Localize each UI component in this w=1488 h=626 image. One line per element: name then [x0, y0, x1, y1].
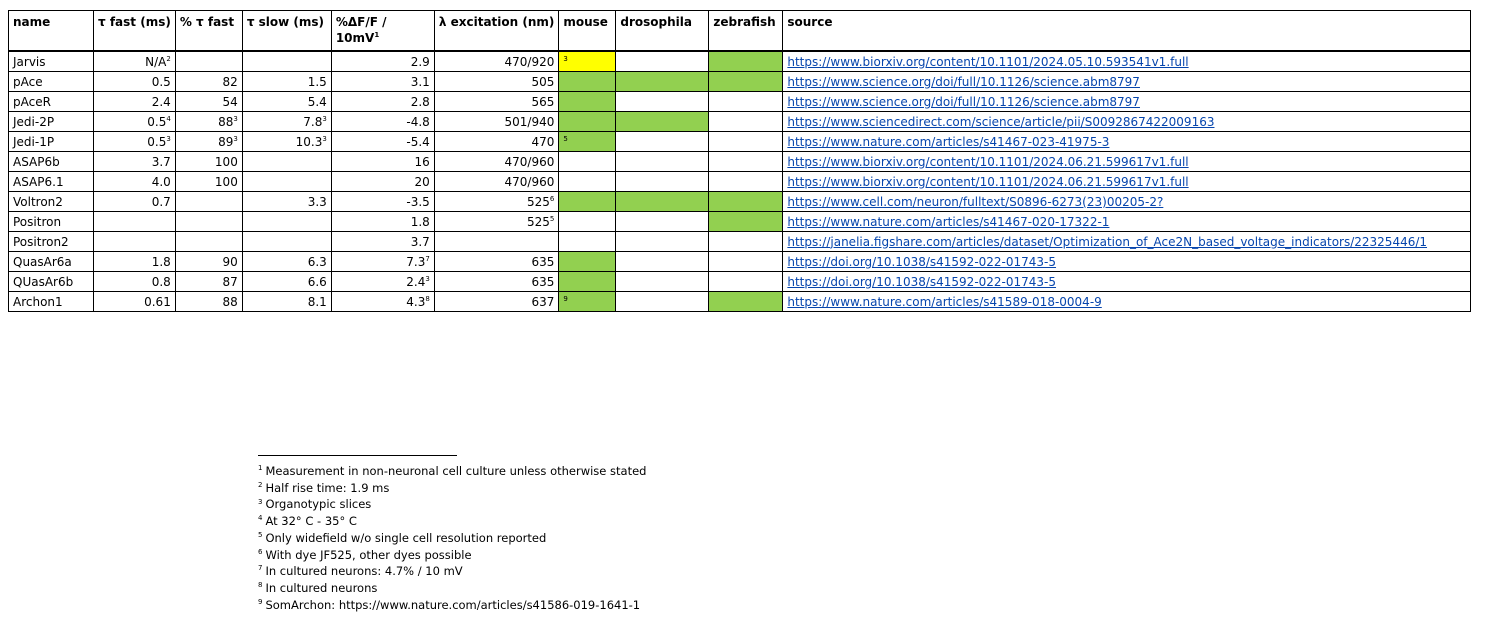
cell-source [783, 132, 1471, 152]
cell-name [9, 272, 94, 292]
cell-pct-tau-fast [175, 51, 242, 72]
cell-mouse [559, 132, 616, 152]
cell-tau-fast-value: 0.8 [151, 274, 171, 289]
source-link[interactable]: https://www.biorxiv.org/content/10.1101/2024.06.21.599617v1.full [787, 154, 1189, 169]
cell-tau-fast-footnote-ref: 2 [166, 54, 171, 63]
cell-name [9, 132, 94, 152]
cell-dff-footnote-ref: 7 [425, 254, 430, 263]
table-header-row [9, 11, 1471, 52]
cell-tau-fast-value: 0.7 [151, 194, 171, 209]
cell-source [783, 152, 1471, 172]
cell-pct-tau-fast-value: 88 [218, 114, 234, 129]
cell-pct-tau-fast [175, 232, 242, 252]
cell-pct-tau-fast [175, 172, 242, 192]
cell-excitation [434, 51, 559, 72]
cell-zebrafish [709, 192, 783, 212]
cell-source [783, 172, 1471, 192]
cell-tau-slow [242, 152, 331, 172]
cell-pct-tau-fast [175, 112, 242, 132]
footnote-text: In cultured neurons: 4.7% / 10 mV [265, 564, 463, 579]
footnote-number: 5 [258, 530, 263, 539]
footnotes [258, 463, 646, 613]
cell-name-value: ASAP6.1 [13, 174, 64, 189]
cell-source [783, 232, 1471, 252]
cell-tau-fast-value: 0.5 [151, 74, 171, 89]
cell-tau-fast [94, 152, 176, 172]
cell-name-value: Jedi-1P [13, 134, 55, 149]
cell-mouse [559, 192, 616, 212]
cell-dff-footnote-ref: 3 [425, 274, 430, 283]
cell-excitation-footnote-ref: 6 [549, 194, 555, 203]
footnote-text: Organotypic slices [265, 497, 372, 512]
cell-source [783, 192, 1471, 212]
footnote-number: 6 [258, 547, 263, 556]
cell-mouse [559, 112, 616, 132]
cell-source [783, 212, 1471, 232]
cell-tau-slow-value: 3.3 [307, 194, 327, 209]
cell-source [783, 112, 1471, 132]
cell-name [9, 152, 94, 172]
cell-pct-tau-fast [175, 152, 242, 172]
col-header-name: name [9, 11, 94, 52]
table-row [9, 112, 1471, 132]
source-link[interactable]: https://doi.org/10.1038/s41592-022-01743-5 [787, 274, 1057, 289]
cell-dff [331, 132, 434, 152]
cell-tau-slow [242, 292, 331, 312]
cell-tau-fast-value: 0.5 [147, 114, 167, 129]
cell-pct-tau-fast [175, 272, 242, 292]
cell-pct-tau-fast-value: 54 [222, 94, 238, 109]
cell-tau-fast [94, 272, 176, 292]
cell-tau-fast-footnote-ref: 3 [166, 134, 171, 143]
cell-excitation [434, 172, 559, 192]
cell-dff [331, 51, 434, 72]
footnote-text: Only widefield w/o single cell resolution reported [265, 530, 547, 545]
cell-drosophila [616, 252, 709, 272]
cell-name [9, 292, 94, 312]
cell-dff-footnote-ref: 8 [425, 294, 430, 303]
table-row [9, 152, 1471, 172]
col-header-excitation: λ excitation (nm) [434, 11, 559, 52]
cell-zebrafish [709, 152, 783, 172]
cell-name [9, 51, 94, 72]
source-link[interactable]: https://www.nature.com/articles/s41589-018-0004-9 [787, 294, 1102, 309]
cell-excitation-value: 565 [531, 94, 555, 109]
table-row [9, 272, 1471, 292]
cell-excitation-value: 501/940 [504, 114, 555, 129]
cell-dff [331, 112, 434, 132]
cell-zebrafish [709, 272, 783, 292]
cell-excitation-value: 525 [527, 214, 550, 229]
cell-tau-slow-value: 5.4 [307, 94, 327, 109]
cell-drosophila [616, 72, 709, 92]
cell-drosophila [616, 132, 709, 152]
footnote-text: With dye JF525, other dyes possible [265, 547, 472, 562]
cell-tau-fast [94, 51, 176, 72]
cell-source [783, 51, 1471, 72]
cell-tau-slow-value: 6.3 [307, 254, 327, 269]
cell-name-value: Voltron2 [13, 194, 63, 209]
cell-tau-fast [94, 72, 176, 92]
cell-name [9, 172, 94, 192]
cell-zebrafish [709, 132, 783, 152]
cell-excitation-value: 525 [527, 194, 550, 209]
cell-tau-slow [242, 192, 331, 212]
cell-pct-tau-fast-value: 100 [214, 154, 238, 169]
footnote-text: Half rise time: 1.9 ms [265, 480, 390, 495]
cell-tau-fast-value: 3.7 [151, 154, 171, 169]
mouse-footnote-ref: 9 [563, 294, 568, 303]
cell-tau-fast-value: 4.0 [151, 174, 171, 189]
cell-dff [331, 192, 434, 212]
cell-pct-tau-fast [175, 92, 242, 112]
cell-mouse [559, 292, 616, 312]
cell-mouse [559, 212, 616, 232]
cell-tau-slow [242, 232, 331, 252]
cell-source [783, 292, 1471, 312]
source-link[interactable]: https://www.biorxiv.org/content/10.1101/2024.06.21.599617v1.full [787, 174, 1189, 189]
cell-dff-value: 1.8 [410, 214, 430, 229]
cell-tau-slow-value: 1.5 [307, 74, 327, 89]
cell-tau-fast [94, 192, 176, 212]
cell-dff [331, 212, 434, 232]
cell-mouse [559, 172, 616, 192]
col-header-mouse: mouse [559, 11, 616, 52]
cell-tau-fast [94, 252, 176, 272]
source-link[interactable]: https://www.cell.com/neuron/fulltext/S0896-6273(23)00205-2? [787, 194, 1164, 209]
cell-drosophila [616, 51, 709, 72]
cell-name [9, 212, 94, 232]
col-header-pct-tau-fast: % τ fast [175, 11, 242, 52]
cell-name [9, 112, 94, 132]
cell-tau-slow-value: 7.8 [303, 114, 323, 129]
cell-tau-slow-footnote-ref: 3 [322, 114, 327, 123]
cell-tau-fast [94, 292, 176, 312]
cell-pct-tau-fast-value: 82 [222, 74, 238, 89]
cell-pct-tau-fast-value: 100 [214, 174, 238, 189]
cell-source [783, 72, 1471, 92]
cell-excitation [434, 112, 559, 132]
cell-excitation [434, 272, 559, 292]
cell-mouse [559, 92, 616, 112]
cell-tau-slow-value: 6.6 [307, 274, 327, 289]
cell-name [9, 72, 94, 92]
cell-dff-value: 2.9 [410, 54, 430, 69]
table-row [9, 92, 1471, 112]
cell-tau-fast [94, 212, 176, 232]
dff-header-unit: 10mV [335, 31, 375, 45]
cell-tau-fast [94, 172, 176, 192]
footnote-text: At 32° C - 35° C [265, 514, 357, 529]
cell-dff [331, 252, 434, 272]
cell-excitation-value: 505 [531, 74, 555, 89]
cell-excitation [434, 72, 559, 92]
cell-source [783, 252, 1471, 272]
dff-header-main: %ΔF/F / [335, 15, 387, 29]
cell-name-value: Jarvis [13, 54, 46, 69]
cell-excitation [434, 152, 559, 172]
cell-zebrafish [709, 72, 783, 92]
cell-tau-slow [242, 92, 331, 112]
footnote-number: 8 [258, 581, 263, 590]
cell-excitation [434, 192, 559, 212]
footnote-number: 2 [258, 480, 263, 489]
cell-excitation [434, 252, 559, 272]
footnote-item [258, 597, 646, 614]
cell-dff-value: 20 [414, 174, 430, 189]
cell-mouse [559, 232, 616, 252]
footnote-number: 3 [258, 497, 263, 506]
cell-tau-slow [242, 112, 331, 132]
source-link[interactable]: https://www.nature.com/articles/s41467-023-41975-3 [787, 134, 1110, 149]
cell-dff-value: 3.1 [410, 74, 430, 89]
cell-tau-slow-value: 10.3 [295, 134, 323, 149]
footnote-number: 9 [258, 597, 263, 606]
cell-tau-fast [94, 132, 176, 152]
cell-tau-fast [94, 232, 176, 252]
table-row [9, 232, 1471, 252]
cell-tau-fast [94, 92, 176, 112]
table-row [9, 132, 1471, 152]
table-row [9, 252, 1471, 272]
cell-tau-fast-value: 0.61 [144, 294, 171, 309]
table-row [9, 172, 1471, 192]
source-link[interactable]: https://www.sciencedirect.com/science/article/pii/S0092867422009163 [787, 114, 1215, 129]
cell-name-value: QUasAr6b [13, 274, 74, 289]
mouse-footnote-ref: 5 [563, 134, 568, 143]
cell-zebrafish [709, 112, 783, 132]
cell-dff-value: 7.3 [406, 254, 426, 269]
cell-tau-slow [242, 212, 331, 232]
source-link[interactable]: https://www.science.org/doi/full/10.1126/science.abm8797 [787, 74, 1140, 89]
cell-pct-tau-fast [175, 292, 242, 312]
col-header-drosophila: drosophila [616, 11, 709, 52]
cell-dff-value: -4.8 [406, 114, 430, 129]
footnote-text: SomArchon: https://www.nature.com/articles/s41586-019-1641-1 [265, 597, 641, 612]
footnote-number: 4 [258, 514, 263, 523]
cell-pct-tau-fast-footnote-ref: 3 [233, 134, 238, 143]
cell-zebrafish [709, 92, 783, 112]
cell-mouse [559, 252, 616, 272]
footnote-text: Measurement in non-neuronal cell culture unless otherwise stated [265, 464, 647, 478]
cell-pct-tau-fast-value: 90 [222, 254, 238, 269]
cell-drosophila [616, 272, 709, 292]
cell-mouse [559, 51, 616, 72]
cell-tau-slow [242, 72, 331, 92]
cell-zebrafish [709, 252, 783, 272]
cell-excitation [434, 292, 559, 312]
footnote-item [258, 530, 646, 547]
footnote-item [258, 580, 646, 597]
source-link[interactable]: https://janelia.figshare.com/articles/dataset/Optimization_of_Ace2N_based_voltage_indicators/22325446/1 [787, 234, 1428, 249]
cell-source [783, 92, 1471, 112]
cell-pct-tau-fast [175, 212, 242, 232]
cell-tau-fast-value: 1.8 [151, 254, 171, 269]
cell-pct-tau-fast-value: 87 [222, 274, 238, 289]
cell-name-value: Archon1 [13, 294, 63, 309]
cell-drosophila [616, 192, 709, 212]
footnote-item [258, 480, 646, 497]
footnote-item [258, 463, 646, 480]
cell-pct-tau-fast [175, 252, 242, 272]
cell-excitation [434, 232, 559, 252]
footnote-item [258, 496, 646, 513]
cell-name-value: ASAP6b [13, 154, 60, 169]
cell-pct-tau-fast [175, 132, 242, 152]
cell-dff-value: 16 [414, 154, 430, 169]
cell-tau-slow [242, 272, 331, 292]
cell-dff [331, 172, 434, 192]
cell-mouse [559, 152, 616, 172]
col-header-source: source [783, 11, 1471, 52]
cell-dff-value: 2.4 [406, 274, 426, 289]
cell-excitation [434, 92, 559, 112]
cell-tau-slow [242, 252, 331, 272]
cell-zebrafish [709, 172, 783, 192]
cell-name-value: QuasAr6a [13, 254, 72, 269]
cell-tau-slow-value: 8.1 [307, 294, 327, 309]
cell-pct-tau-fast-value: 88 [222, 294, 238, 309]
cell-tau-slow [242, 132, 331, 152]
table-row [9, 192, 1471, 212]
cell-name [9, 192, 94, 212]
source-link[interactable]: https://www.biorxiv.org/content/10.1101/2024.05.10.593541v1.full [787, 54, 1189, 69]
cell-tau-fast-value: 2.4 [151, 94, 171, 109]
table-row [9, 72, 1471, 92]
cell-drosophila [616, 232, 709, 252]
cell-pct-tau-fast [175, 192, 242, 212]
cell-zebrafish [709, 212, 783, 232]
cell-dff-value: -5.4 [406, 134, 430, 149]
cell-name-value: Positron2 [13, 234, 69, 249]
cell-name-value: Jedi-2P [13, 114, 55, 129]
cell-tau-slow-footnote-ref: 3 [322, 134, 327, 143]
cell-dff-value: 3.7 [410, 234, 430, 249]
cell-drosophila [616, 292, 709, 312]
cell-excitation-value: 470/960 [504, 174, 555, 189]
cell-excitation-value: 637 [531, 294, 555, 309]
cell-name-value: pAce [13, 74, 43, 89]
cell-pct-tau-fast-footnote-ref: 3 [233, 114, 238, 123]
cell-excitation-value: 470/960 [504, 154, 555, 169]
cell-source [783, 272, 1471, 292]
cell-dff [331, 72, 434, 92]
cell-dff [331, 152, 434, 172]
footnote-item [258, 563, 646, 580]
cell-name [9, 92, 94, 112]
cell-dff [331, 272, 434, 292]
col-header-zebrafish: zebrafish [709, 11, 783, 52]
footnote-item [258, 513, 646, 530]
footnote-item [258, 547, 646, 564]
dff-header-sup: 1 [374, 31, 380, 39]
table-row [9, 51, 1471, 72]
cell-excitation-value: 635 [531, 254, 555, 269]
cell-pct-tau-fast-value: 89 [218, 134, 234, 149]
footnote-text: In cultured neurons [265, 580, 378, 595]
cell-excitation-value: 470/920 [504, 54, 555, 69]
cell-excitation-value: 470 [531, 134, 555, 149]
cell-zebrafish [709, 51, 783, 72]
cell-excitation-footnote-ref: 5 [549, 214, 555, 223]
cell-tau-fast [94, 112, 176, 132]
cell-dff [331, 292, 434, 312]
source-link[interactable]: https://doi.org/10.1038/s41592-022-01743-5 [787, 254, 1057, 269]
cell-excitation [434, 132, 559, 152]
cell-name-value: Positron [13, 214, 62, 229]
cell-dff [331, 92, 434, 112]
cell-tau-slow [242, 172, 331, 192]
col-header-tau-slow: τ slow (ms) [242, 11, 331, 52]
indicator-table [8, 10, 1471, 312]
cell-dff [331, 232, 434, 252]
cell-drosophila [616, 152, 709, 172]
cell-name [9, 252, 94, 272]
cell-mouse [559, 272, 616, 292]
cell-tau-fast-value: N/A [145, 54, 167, 69]
cell-dff-value: 2.8 [410, 94, 430, 109]
footnote-number: 7 [258, 564, 263, 573]
cell-name-value: pAceR [13, 94, 51, 109]
table-row [9, 292, 1471, 312]
cell-tau-fast-footnote-ref: 4 [166, 114, 171, 123]
source-link[interactable]: https://www.science.org/doi/full/10.1126/science.abm8797 [787, 94, 1140, 109]
cell-excitation-value: 635 [531, 274, 555, 289]
cell-drosophila [616, 172, 709, 192]
cell-mouse [559, 72, 616, 92]
cell-dff-value: 4.3 [406, 294, 426, 309]
footnote-separator [258, 455, 457, 456]
cell-zebrafish [709, 292, 783, 312]
col-header-dff [331, 11, 434, 52]
cell-pct-tau-fast [175, 72, 242, 92]
cell-tau-slow [242, 51, 331, 72]
cell-dff-value: -3.5 [406, 194, 430, 209]
cell-excitation [434, 212, 559, 232]
cell-drosophila [616, 92, 709, 112]
cell-name [9, 232, 94, 252]
cell-tau-fast-value: 0.5 [147, 134, 167, 149]
mouse-footnote-ref: 3 [563, 54, 568, 63]
cell-drosophila [616, 112, 709, 132]
source-link[interactable]: https://www.nature.com/articles/s41467-020-17322-1 [787, 214, 1110, 229]
col-header-tau-fast: τ fast (ms) [94, 11, 176, 52]
table-row [9, 212, 1471, 232]
cell-zebrafish [709, 232, 783, 252]
footnote-number: 1 [258, 464, 263, 473]
cell-drosophila [616, 212, 709, 232]
